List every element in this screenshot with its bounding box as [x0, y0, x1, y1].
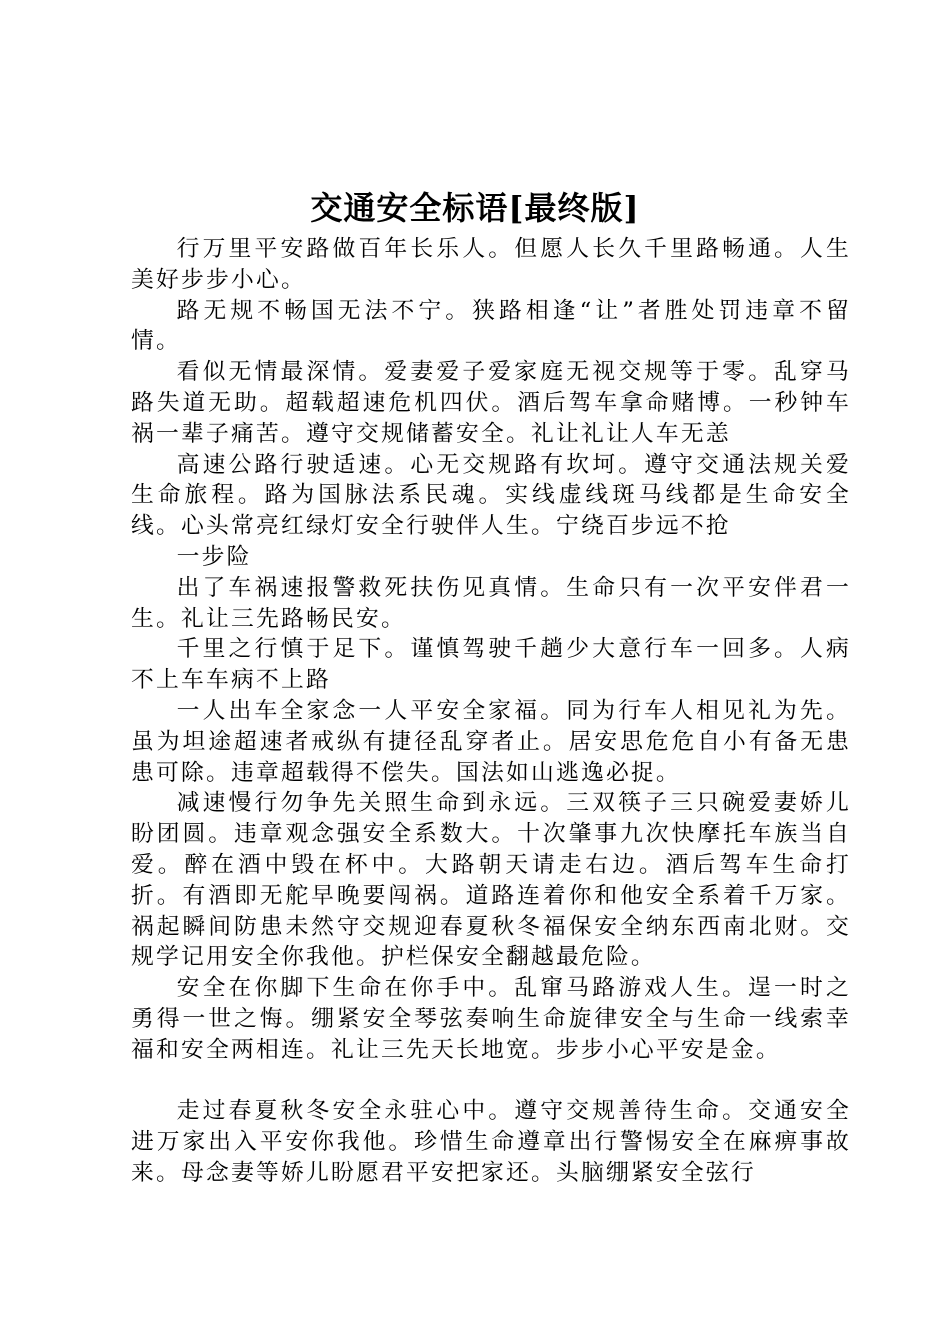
- document-title: 交通安全标语[最终版]: [310, 189, 640, 227]
- paragraph: 路无规不畅国无法不宁。狭路相逢“让”者胜处罚违章不留情。: [131, 297, 851, 355]
- paragraph: 走过春夏秋冬安全永驻心中。遵守交规善待生命。交通安全进万家出入平安你我他。珍惜生命遵章出行警惕安全在麻痹事故来。母念妻等娇儿盼愿君平安把家还。头脑绷紧安全弦行: [131, 1098, 851, 1186]
- paragraph: 出了车祸速报警救死扶伤见真情。生命只有一次平安伴君一生。礼让三先路畅民安。: [131, 574, 851, 632]
- paragraph: 千里之行慎于足下。谨慎驾驶千趟少大意行车一回多。人病不上车车病不上路: [131, 636, 851, 694]
- document-body: [131, 234, 851, 1189]
- paragraph: 高速公路行驶适速。心无交规路有坎坷。遵守交通法规关爱生命旅程。路为国脉法系民魂。实线虚线斑马线都是生命安全线。心头常亮红绿灯安全行驶伴人生。宁绕百步远不抢: [131, 451, 851, 540]
- paragraph: 一步险: [176, 543, 252, 570]
- paragraph: 行万里平安路做百年长乐人。但愿人长久千里路畅通。人生美好步步小心。: [131, 236, 851, 293]
- paragraph: 看似无情最深情。爱妻爱子爱家庭无视交规等于零。乱穿马路失道无助。超载超速危机四伏。酒后驾车拿命赌博。一秒钟车祸一辈子痛苦。遵守交规储蓄安全。礼让礼让人车无恙: [131, 359, 851, 447]
- paragraph: 安全在你脚下生命在你手中。乱窜马路游戏人生。逞一时之勇得一世之悔。绷紧安全琴弦奏响生命旋律安全与生命一线索幸福和安全两相连。礼让三先天长地宽。步步小心平安是金。: [131, 975, 851, 1063]
- paragraph: 减速慢行勿争先关照生命到永远。三双筷子三只碗爱妻娇儿盼团圆。违章观念强安全系数大。十次肇事九次快摩托车族当自爱。醉在酒中毁在杯中。大路朝天请走右边。酒后驾车生命打折。有酒即无舵早晚要闯祸。道路连着你和他安全系着千万家。祸起瞬间防患未然守交规迎春夏秋冬福保安全纳东西南北财。交规学记用安全你我他。护栏保安全翻越最危险。: [131, 790, 851, 971]
- paragraph: 一人出车全家念一人平安全家福。同为行车人相见礼为先。虽为坦途超速者戒纵有捷径乱穿者止。居安思危危自小有备无患患可除。违章超载得不偿失。国法如山逃逸必捉。: [131, 697, 851, 786]
